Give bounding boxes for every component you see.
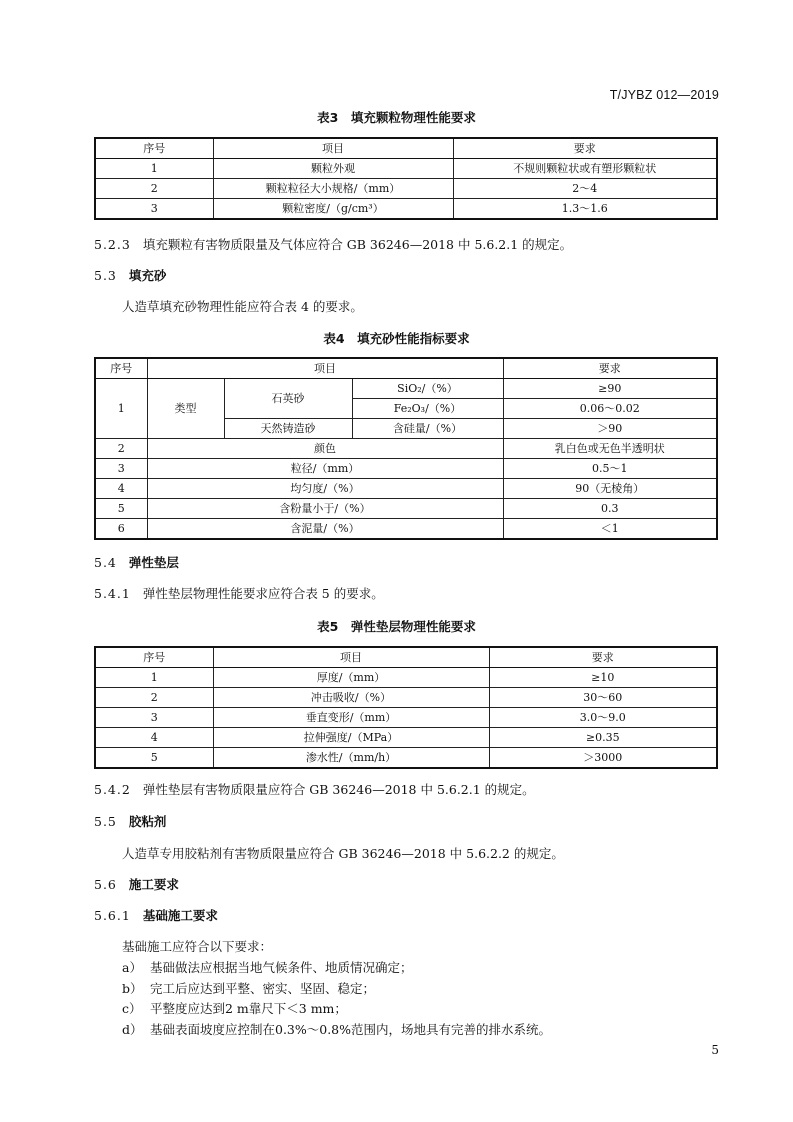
section-title: 基础施工要求 bbox=[142, 908, 218, 923]
table3-cell: 颗粒粒径大小规格/（mm） bbox=[213, 179, 453, 199]
table5-cell: 垂直变形/（mm） bbox=[213, 708, 489, 728]
table-row bbox=[95, 199, 717, 220]
table-row bbox=[95, 708, 717, 728]
list-marker: a） bbox=[122, 960, 142, 975]
list-item bbox=[122, 958, 413, 976]
table4-cell: 2 bbox=[95, 439, 147, 459]
clause-text: 填充颗粒有害物质限量及气体应符合 GB 36246—2018 中 5.6.2.1 的规定。 bbox=[142, 237, 573, 252]
list-text: 基础表面坡度应控制在0.3%～0.8%范围内，场地具有完善的排水系统。 bbox=[150, 1022, 552, 1037]
section-title: 弹性垫层 bbox=[128, 555, 179, 570]
section-5-3-paragraph: 人造草填充砂物理性能应符合表 4 的要求。 bbox=[122, 299, 363, 314]
section-5-3-heading bbox=[94, 266, 166, 284]
clause-number: 5.4.1 bbox=[94, 586, 131, 601]
section-number: 5.5 bbox=[94, 814, 117, 829]
table4-cell: 90（无棱角） bbox=[503, 479, 717, 499]
list-item bbox=[122, 979, 375, 997]
table-row bbox=[95, 668, 717, 688]
section-5-4-heading bbox=[94, 553, 179, 571]
table3-header-req: 要求 bbox=[453, 138, 717, 159]
table4-cell: 颜色 bbox=[147, 439, 503, 459]
table4-cell: Fe₂O₃/（%） bbox=[352, 399, 503, 419]
list-marker: d） bbox=[122, 1022, 143, 1037]
table3-cell: 颗粒密度/（g/cm³） bbox=[213, 199, 453, 220]
table4-cell: 粒径/（mm） bbox=[147, 459, 503, 479]
list-text: 基础做法应根据当地气候条件、地质情况确定； bbox=[150, 960, 413, 975]
table3-cell: 2 bbox=[95, 179, 213, 199]
table5-cell: 渗水性/（mm/h） bbox=[213, 748, 489, 769]
table3-cell: 1 bbox=[95, 159, 213, 179]
table3-header-item: 项目 bbox=[213, 138, 453, 159]
table4-cell: 4 bbox=[95, 479, 147, 499]
clause-5-4-1 bbox=[94, 584, 384, 602]
table5-header-item: 项目 bbox=[213, 647, 489, 668]
list-item bbox=[122, 1020, 551, 1038]
table-row bbox=[95, 688, 717, 708]
table4-cell: 0.5～1 bbox=[503, 459, 717, 479]
table5-header-req: 要求 bbox=[489, 647, 717, 668]
section-title: 填充砂 bbox=[128, 268, 167, 283]
table5-cell: 5 bbox=[95, 748, 213, 769]
table3-cell: 1.3～1.6 bbox=[453, 199, 717, 220]
table3-cell: 2～4 bbox=[453, 179, 717, 199]
table3-cell: 3 bbox=[95, 199, 213, 220]
table5-cell: 4 bbox=[95, 728, 213, 748]
table-row bbox=[95, 499, 717, 519]
section-number: 5.6.1 bbox=[94, 908, 131, 923]
section-5-6-heading bbox=[94, 875, 179, 893]
table-row bbox=[95, 159, 717, 179]
list-marker: c） bbox=[122, 1001, 142, 1016]
table3-title: 表3 填充颗粒物理性能要求 bbox=[317, 110, 476, 125]
table5-cell: 3.0～9.0 bbox=[489, 708, 717, 728]
section-5-5-paragraph: 人造草专用胶粘剂有害物质限量应符合 GB 36246—2018 中 5.6.2.2 的规定。 bbox=[122, 846, 564, 861]
table4-cell: 含硅量/（%） bbox=[352, 419, 503, 439]
table4-cell: ＞90 bbox=[503, 419, 717, 439]
table4-cell: 3 bbox=[95, 459, 147, 479]
table5-cell: ＞3000 bbox=[489, 748, 717, 769]
clause-5-4-2 bbox=[94, 780, 535, 798]
table4-header-no: 序号 bbox=[95, 358, 147, 379]
table5-title: 表5 弹性垫层物理性能要求 bbox=[317, 619, 476, 634]
table4-cell: 天然铸造砂 bbox=[224, 419, 352, 439]
table3 bbox=[94, 137, 718, 220]
table5-cell: 1 bbox=[95, 668, 213, 688]
section-number: 5.4 bbox=[94, 555, 117, 570]
table5-cell: 拉伸强度/（MPa） bbox=[213, 728, 489, 748]
table4-cell: 均匀度/（%） bbox=[147, 479, 503, 499]
table5-cell: 冲击吸收/（%） bbox=[213, 688, 489, 708]
table-row bbox=[95, 179, 717, 199]
section-title: 胶粘剂 bbox=[128, 814, 167, 829]
table4-title: 表4 填充砂性能指标要求 bbox=[323, 331, 470, 346]
table5 bbox=[94, 646, 718, 769]
section-number: 5.6 bbox=[94, 877, 117, 892]
standard-code: T/JYBZ 012—2019 bbox=[609, 88, 719, 102]
table5-cell: 30～60 bbox=[489, 688, 717, 708]
list-text: 完工后应达到平整、密实、坚固、稳定； bbox=[150, 981, 376, 996]
page-number: 5 bbox=[711, 1043, 719, 1057]
table3-cell: 不规则颗粒状或有塑形颗粒状 bbox=[453, 159, 717, 179]
clause-number: 5.4.2 bbox=[94, 782, 131, 797]
clause-number: 5.2.3 bbox=[94, 237, 131, 252]
clause-5-2-3 bbox=[94, 235, 572, 253]
clause-text: 弹性垫层物理性能要求应符合表 5 的要求。 bbox=[142, 586, 384, 601]
table-row bbox=[95, 748, 717, 769]
table-row bbox=[95, 479, 717, 499]
table4-cell: ＜1 bbox=[503, 519, 717, 540]
section-number: 5.3 bbox=[94, 268, 117, 283]
table4-cell: 乳白色或无色半透明状 bbox=[503, 439, 717, 459]
table-row bbox=[95, 459, 717, 479]
table4-cell: 含粉量小于/（%） bbox=[147, 499, 503, 519]
table5-cell: 厚度/（mm） bbox=[213, 668, 489, 688]
list-text: 平整度应达到2 m靠尺下＜3 mm； bbox=[150, 1001, 347, 1016]
table-row bbox=[95, 379, 717, 399]
list-item bbox=[122, 999, 347, 1017]
table4-cell: ≥90 bbox=[503, 379, 717, 399]
table3-cell: 颗粒外观 bbox=[213, 159, 453, 179]
table3-header-no: 序号 bbox=[95, 138, 213, 159]
table4-cell: 5 bbox=[95, 499, 147, 519]
clause-text: 弹性垫层有害物质限量应符合 GB 36246—2018 中 5.6.2.1 的规定。 bbox=[142, 782, 535, 797]
table4-cell: 6 bbox=[95, 519, 147, 540]
table5-cell: ≥0.35 bbox=[489, 728, 717, 748]
section-5-6-1-heading bbox=[94, 906, 218, 924]
table4-cell: SiO₂/（%） bbox=[352, 379, 503, 399]
table-row bbox=[95, 519, 717, 540]
section-5-5-heading bbox=[94, 812, 166, 830]
table4 bbox=[94, 357, 718, 540]
table4-cell: 0.06～0.02 bbox=[503, 399, 717, 419]
table4-header-item: 项目 bbox=[147, 358, 503, 379]
table4-cell: 0.3 bbox=[503, 499, 717, 519]
section-5-6-1-paragraph: 基础施工应符合以下要求： bbox=[122, 939, 273, 954]
table4-cell: 含泥量/（%） bbox=[147, 519, 503, 540]
table5-cell: 2 bbox=[95, 688, 213, 708]
table4-header-req: 要求 bbox=[503, 358, 717, 379]
table4-cell: 1 bbox=[95, 379, 147, 439]
table5-header-no: 序号 bbox=[95, 647, 213, 668]
table5-cell: ≥10 bbox=[489, 668, 717, 688]
table4-cell: 类型 bbox=[147, 379, 224, 439]
section-title: 施工要求 bbox=[128, 877, 179, 892]
table-row bbox=[95, 728, 717, 748]
table5-cell: 3 bbox=[95, 708, 213, 728]
list-marker: b） bbox=[122, 981, 143, 996]
table-row bbox=[95, 439, 717, 459]
table4-cell: 石英砂 bbox=[224, 379, 352, 419]
